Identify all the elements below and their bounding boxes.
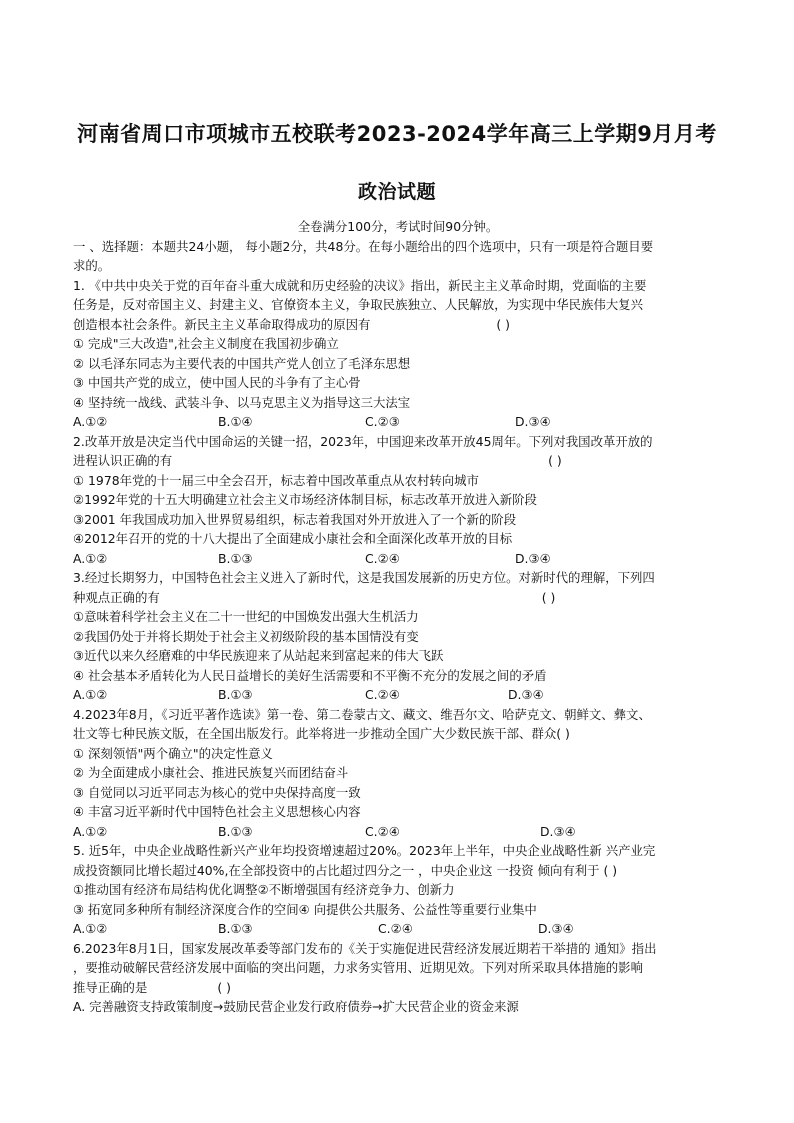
statement: ② 以毛泽东同志为主要代表的中国共产党人创立了毛泽东思想 bbox=[73, 355, 411, 371]
statement: ④ 丰富习近平新时代中国特色社会主义思想核心内容 bbox=[73, 804, 361, 819]
statement: ②我国仍处于并将长期处于社会主义初级阶段的基本国情没有变 bbox=[73, 628, 419, 644]
option-d: D.③④ bbox=[515, 414, 551, 429]
question-stem-line: 壮文等七种民族文版，在全国出版发行。此举将进一步推动全国广大少数民族干部、群众( ) bbox=[73, 726, 570, 741]
option-d: D.③④ bbox=[508, 687, 544, 702]
question-stem-line: 4.2023年8月，《习近平著作选读》第一卷、第二卷蒙古文、藏文、维吾尔文、哈萨克文、朝鲜文、彝文、 bbox=[73, 706, 651, 722]
question-stem-line bbox=[73, 978, 723, 998]
option-a: A.①② bbox=[73, 687, 108, 702]
question-stem-line: 5. 近5年，中央企业战略性新兴产业年均投资增速超过20%。2023年上半年，中央企业战略性新 兴产业完 bbox=[73, 843, 656, 858]
section-header-line: 求的。 bbox=[73, 258, 111, 273]
question-stem-line: 2.改革开放是决定当代中国命运的关键一招，2023年，中国迎来改革开放45周年。下列对我国改革开放的 bbox=[73, 433, 653, 449]
statement: ④ 坚持统一战线、武装斗争、以马克思主义为指导这三大法宝 bbox=[73, 394, 411, 410]
question-stem-line: 任务是，反对帝国主义、封建主义、官僚资本主义，争取民族独立、人民解放，为实现中华民族伟大复兴 bbox=[73, 297, 643, 312]
option-c: C.②③ bbox=[365, 414, 400, 429]
exam-info: 全卷满分100分，考试时间90分钟。 bbox=[297, 219, 499, 234]
question-5 bbox=[73, 841, 723, 939]
statement: ① 深刻领悟"两个确立"的决定性意义 bbox=[73, 745, 273, 761]
question-3 bbox=[73, 568, 723, 705]
question-stem-text: 推导正确的是 bbox=[73, 979, 148, 995]
statement: ③2001 年我国成功加入世界贸易组织，标志着我国对外开放进入了一个新的阶段 bbox=[73, 511, 517, 527]
question-2 bbox=[73, 432, 723, 569]
option-a: A.①② bbox=[73, 550, 108, 566]
option-b: B.①③ bbox=[218, 921, 253, 936]
question-stem-line bbox=[73, 451, 723, 471]
answer-options bbox=[73, 822, 723, 842]
statement: ③近代以来久经磨难的中华民族迎来了从站起来到富起来的伟大飞跃 bbox=[73, 648, 444, 663]
answer-paren: ( ) bbox=[541, 589, 556, 605]
question-stem-text: 种观点正确的有 bbox=[73, 589, 160, 605]
question-stem-line: 6.2023年8月1日，国家发展改革委等部门发布的《关于实施促进民营经济发展近期若干举措的 通知》指出 bbox=[73, 940, 657, 956]
question-stem-text: 创造根本社会条件。新民主主义革命取得成功的原因有 bbox=[73, 316, 371, 332]
option-c: C.②④ bbox=[365, 687, 400, 702]
question-1 bbox=[73, 276, 723, 432]
statement: ①意味着科学社会主义在二十一世纪的中国焕发出强大生机活力 bbox=[73, 609, 419, 624]
statement: ① 1978年党的十一届三中全会召开，标志着中国改革重点从农村转向城市 bbox=[73, 472, 479, 488]
option-c: C.②④ bbox=[365, 550, 400, 566]
statement: ④ 社会基本矛盾转化为人民日益增长的美好生活需要和不平衡不充分的发展之间的矛盾 bbox=[73, 667, 547, 683]
statement: ③ 自觉同以习近平同志为核心的党中央保持高度一致 bbox=[73, 784, 361, 800]
statement: ②1992年党的十五大明确建立社会主义市场经济体制目标，标志改革开放进入新阶段 bbox=[73, 492, 537, 507]
statement: ③ 中国共产党的成立，使中国人民的斗争有了主心骨 bbox=[73, 375, 361, 390]
statement: ④2012年召开的党的十八大提出了全面建成小康社会和全面深化改革开放的目标 bbox=[73, 531, 513, 546]
exam-content bbox=[73, 217, 723, 1017]
answer-paren: ( ) bbox=[548, 453, 562, 468]
option-a: A.①② bbox=[73, 921, 108, 936]
question-4 bbox=[73, 705, 723, 842]
option-b: B.①③ bbox=[218, 687, 253, 702]
question-stem-line bbox=[73, 588, 723, 608]
option-d: D.③④ bbox=[540, 823, 576, 839]
answer-options bbox=[73, 919, 723, 939]
answer-paren: ( ) bbox=[496, 316, 510, 332]
answer-options bbox=[73, 412, 723, 432]
option-d: D.③④ bbox=[515, 550, 551, 566]
question-stem-line: 成投资额同比增长超过40%,在全部投资中的占比超过四分之一 ，中央企业这 一投资 倾向有利于 ( ) bbox=[73, 862, 618, 878]
statement: ② 为全面建成小康社会、推进民族复兴而团结奋斗 bbox=[73, 765, 349, 780]
option-c: C.②④ bbox=[378, 921, 413, 936]
question-6 bbox=[73, 939, 723, 1017]
question-stem-line: 3.经过长期努力，中国特色社会主义进入了新时代，这是我国发展新的历史方位。对新时代的理解，下列四 bbox=[73, 570, 655, 585]
answer-paren: ( ) bbox=[217, 979, 231, 995]
option-a: A.①② bbox=[73, 414, 108, 429]
option-d: D.③④ bbox=[538, 921, 574, 936]
statement: ③ 拓宽同多种所有制经济深度合作的空间④ 向提供公共服务、公益性等重要行业集中 bbox=[73, 901, 537, 917]
option-b: B.①④ bbox=[218, 414, 253, 429]
statement: ① 完成"三大改造",社会主义制度在我国初步确立 bbox=[73, 336, 339, 351]
question-stem-line: 1. 《中共中央关于党的百年奋斗重大成就和历史经验的决议》指出，新民主主义革命时期，党面临的主要 bbox=[73, 277, 647, 293]
option-c: C.②④ bbox=[365, 823, 400, 839]
answer-options bbox=[73, 549, 723, 569]
exam-subtitle: 政治试题 bbox=[357, 181, 436, 203]
section-header-line: 一 、选择题：本题共24小题， 每小题2分，共48分。在每小题给出的四个选项中，只有一项是符合题目要 bbox=[73, 238, 654, 254]
statement: ①推动国有经济布局结构优化调整②不断增强国有经济竞争力、创新力 bbox=[73, 882, 455, 897]
question-stem-line bbox=[73, 315, 723, 335]
answer-options bbox=[73, 685, 723, 705]
statement: A. 完善融资支持政策制度→鼓励民营企业发行政府债券→扩大民营企业的资金来源 bbox=[73, 999, 519, 1014]
question-stem-text: 进程认识正确的有 bbox=[73, 453, 173, 468]
exam-title: 河南省周口市项城市五校联考2023-2024学年高三上学期9月月考 bbox=[77, 122, 717, 146]
option-b: B.①③ bbox=[218, 550, 253, 566]
question-stem-line: ，要推动破解民营经济发展中面临的突出问题，力求务实管用、近期见效。下列对所采取具体措施的影响 bbox=[73, 960, 643, 975]
option-b: B.①③ bbox=[218, 823, 253, 839]
option-a: A.①② bbox=[73, 823, 108, 839]
